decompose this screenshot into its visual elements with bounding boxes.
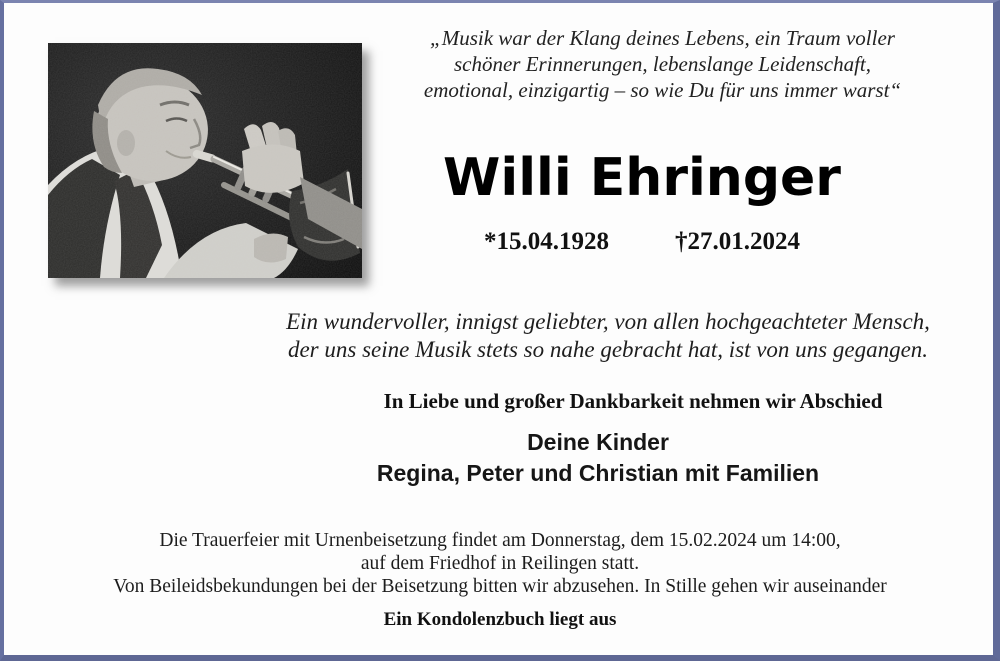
tribute-line-1: Ein wundervoller, innigst geliebter, von allen hochgeachteter Mensch, xyxy=(286,309,930,334)
deceased-name: Willi Ehringer xyxy=(443,148,841,208)
tribute-text xyxy=(228,308,988,364)
mourners-names: Regina, Peter und Christian mit Familien xyxy=(376,460,820,486)
funeral-info xyxy=(50,529,950,598)
birth-date: *15.04.1928 xyxy=(484,228,609,255)
trumpet-player-portrait-photo xyxy=(48,43,362,278)
condolence-book-note: Ein Kondolenzbuch liegt aus xyxy=(383,609,617,630)
funeral-line-2: auf dem Friedhof in Reilingen statt. xyxy=(360,553,640,574)
funeral-line-1: Die Trauerfeier mit Urnenbeisetzung findet am Donnerstag, dem 15.02.2024 um 14:00, xyxy=(159,530,841,551)
mourners-relation: Deine Kinder xyxy=(527,429,669,455)
farewell-line: In Liebe und großer Dankbarkeit nehmen wir Abschied xyxy=(383,389,883,413)
funeral-line-3: Von Beileidsbekundungen bei der Beisetzung bitten wir abzusehen. In Stille gehen wir auseinander xyxy=(113,576,887,597)
life-dates xyxy=(392,228,892,256)
tribute-line-2: der uns seine Musik stets so nahe gebracht hat, ist von uns gegangen. xyxy=(287,337,929,362)
memorial-quote xyxy=(385,25,940,103)
quote-line-1: „Musik war der Klang deines Lebens, ein Traum voller xyxy=(430,26,895,50)
quote-line-3: emotional, einzigartig – so wie Du für uns immer warst“ xyxy=(423,78,902,102)
deceased-photo xyxy=(48,43,362,278)
quote-line-2: schöner Erinnerungen, lebenslange Leidenschaft, xyxy=(453,52,871,76)
death-date: †27.01.2024 xyxy=(675,228,800,255)
mourners-block xyxy=(348,427,848,489)
